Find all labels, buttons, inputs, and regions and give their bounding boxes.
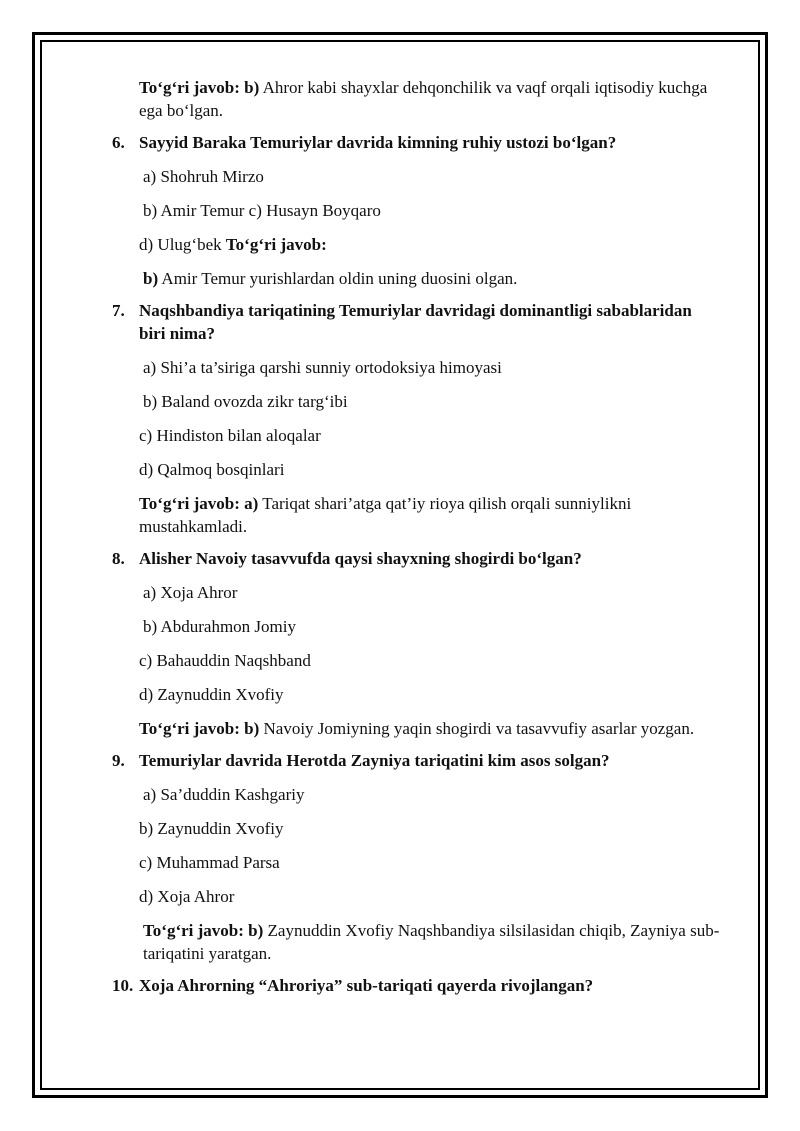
question-8 bbox=[112, 547, 722, 570]
answer-label: To‘g‘ri javob: b) bbox=[139, 719, 260, 738]
question-number: 7. bbox=[112, 301, 125, 320]
option-c: c) Hindiston bilan aloqalar bbox=[139, 426, 321, 445]
answer-q7 bbox=[112, 492, 722, 538]
answer-text: Ahror kabi shayxlar dehqonchilik va vaqf orqali iqtisodiy kuchga ega bo‘lgan. bbox=[139, 78, 708, 120]
document-body bbox=[112, 76, 722, 997]
question-6 bbox=[112, 131, 722, 154]
answer-text: Tariqat shari’atga qat’iy rioya qilish orqali sunniylikni mustahkamladi. bbox=[139, 494, 632, 536]
answer-text: Amir Temur yurishlardan oldin uning duosini olgan. bbox=[158, 269, 518, 288]
answer-q6 bbox=[112, 267, 722, 290]
option-a: a) Shi’a ta’siriga qarshi sunniy ortodoksiya himoyasi bbox=[143, 358, 502, 377]
question-text: Naqshbandiya tariqatining Temuriylar davridagi dominantligi sabablaridan biri nima? bbox=[139, 301, 692, 343]
question-text: Sayyid Baraka Temuriylar davrida kimning ruhiy ustozi bo‘lgan? bbox=[139, 133, 617, 152]
option-c: c) Bahauddin Naqshband bbox=[139, 651, 311, 670]
option-a: a) Xoja Ahror bbox=[143, 583, 238, 602]
question-10 bbox=[112, 974, 722, 997]
option-d: d) Xoja Ahror bbox=[139, 887, 235, 906]
answer-text: Navoiy Jomiyning yaqin shogirdi va tasavvufiy asarlar yozgan. bbox=[259, 719, 695, 738]
option-b: b) Zaynuddin Xvofiy bbox=[139, 819, 284, 838]
option-d: d) Zaynuddin Xvofiy bbox=[139, 685, 284, 704]
option-d bbox=[112, 233, 722, 256]
option-b-c: b) Amir Temur c) Husayn Boyqaro bbox=[143, 201, 381, 220]
question-text: Alisher Navoiy tasavvufda qaysi shayxning shogirdi bo‘lgan? bbox=[139, 549, 582, 568]
answer-q9 bbox=[112, 919, 722, 965]
answer-q5 bbox=[112, 76, 722, 122]
question-number: 6. bbox=[112, 133, 125, 152]
answer-label: To‘g‘ri javob: b) bbox=[143, 921, 264, 940]
option-a: a) Sa’duddin Kashgariy bbox=[143, 785, 305, 804]
option-b: b) Baland ovozda zikr targ‘ibi bbox=[143, 392, 348, 411]
answer-label: To‘g‘ri javob: bbox=[225, 235, 327, 254]
answer-letter: b) bbox=[143, 269, 159, 288]
option-c: c) Muhammad Parsa bbox=[139, 853, 280, 872]
question-text: Xoja Ahrorning “Ahroriya” sub-tariqati qayerda rivojlangan? bbox=[139, 976, 594, 995]
option-d: d) Qalmoq bosqinlari bbox=[139, 460, 285, 479]
answer-label: To‘g‘ri javob: a) bbox=[139, 494, 259, 513]
answer-q8 bbox=[112, 717, 722, 740]
question-9 bbox=[112, 749, 722, 772]
question-7 bbox=[112, 299, 722, 345]
option-d-text: d) Ulug‘bek bbox=[139, 235, 226, 254]
question-number: 10. bbox=[112, 976, 134, 995]
option-a: a) Shohruh Mirzo bbox=[143, 167, 264, 186]
option-b: b) Abdurahmon Jomiy bbox=[143, 617, 296, 636]
question-number: 9. bbox=[112, 751, 125, 770]
answer-text: Zaynuddin Xvofiy Naqshbandiya silsilasidan chiqib, Zayniya sub-tariqatini yaratgan. bbox=[143, 921, 720, 963]
answer-label: To‘g‘ri javob: b) bbox=[139, 78, 260, 97]
question-number: 8. bbox=[112, 549, 125, 568]
question-text: Temuriylar davrida Herotda Zayniya tariqatini kim asos solgan? bbox=[139, 751, 610, 770]
